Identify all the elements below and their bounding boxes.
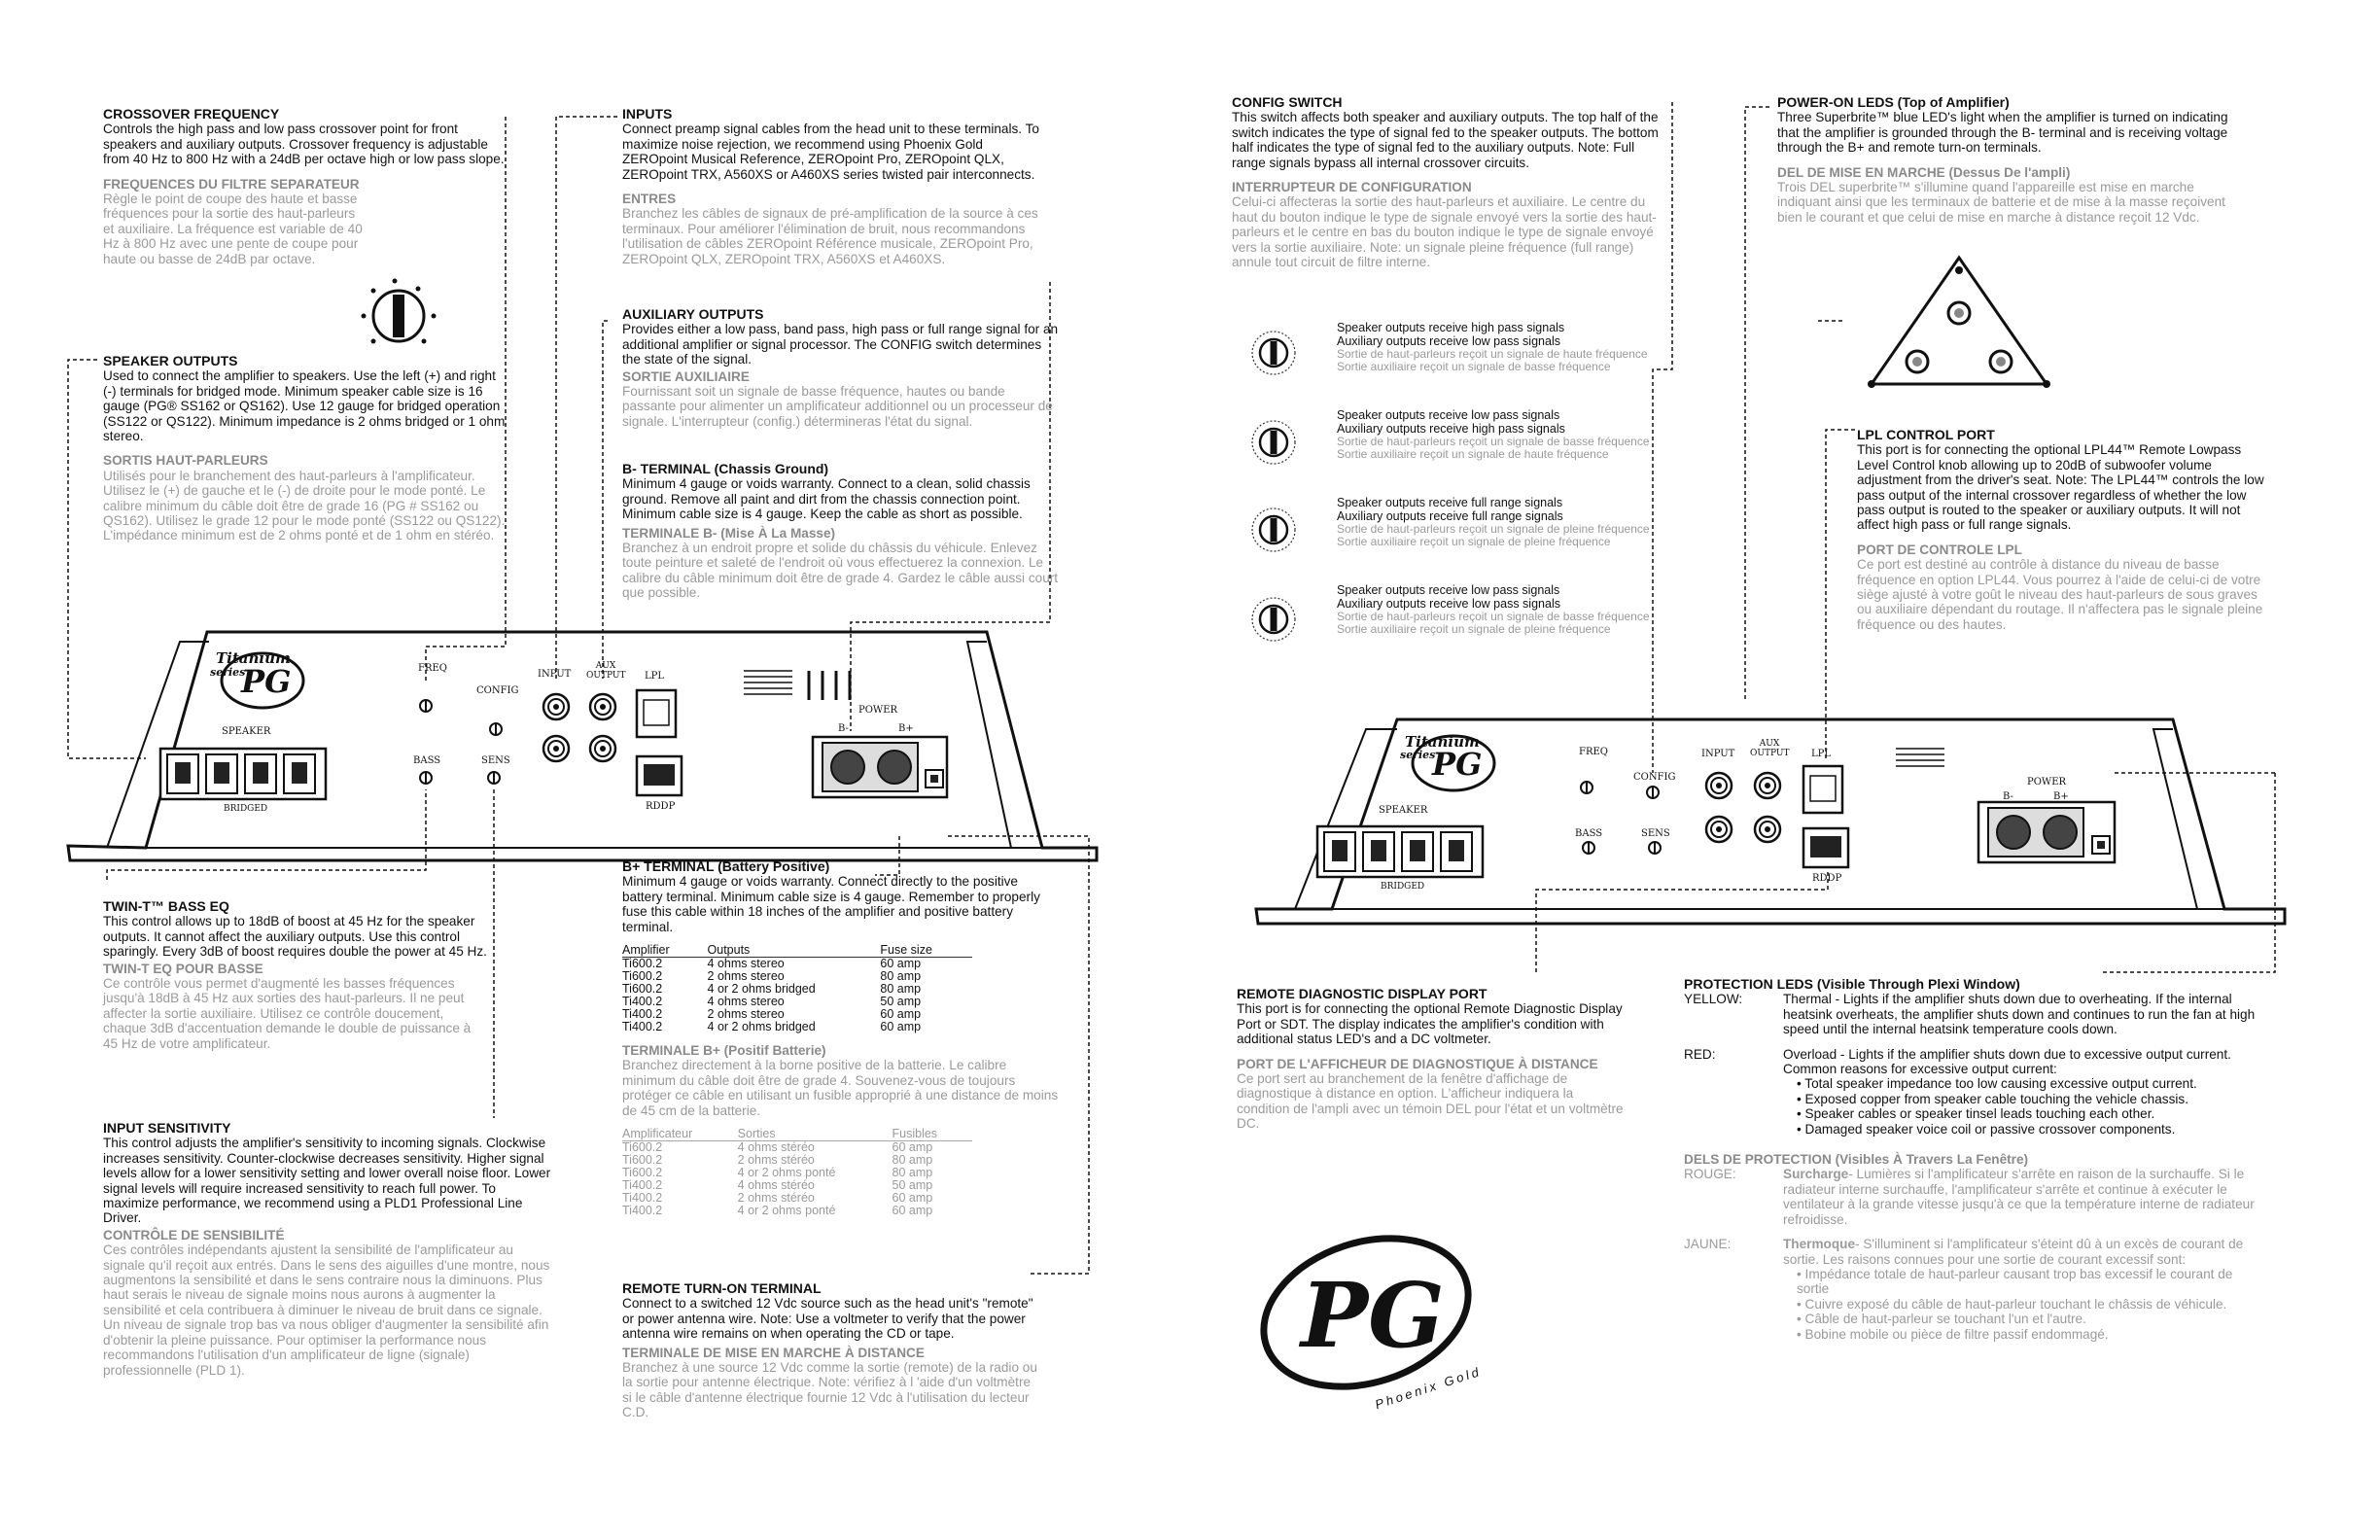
section-title: TWIN-T™ BASS EQ — [103, 898, 229, 914]
table-row — [622, 1141, 972, 1155]
section-title: CONFIG SWITCH — [1232, 94, 1343, 110]
section-fr-title: ENTRES — [622, 192, 677, 207]
section-fr-title: CONTRÔLE DE SENSIBILITÉ — [103, 1227, 285, 1242]
brand-text: Phoenix Gold — [1373, 1363, 1484, 1413]
table-row — [622, 1021, 972, 1033]
setting-speaker: Speaker outputs receive low pass signals — [1337, 408, 1560, 422]
setting-speaker-fr: Sortie de haut-parleurs reçoit un signale de basse fréquence — [1337, 435, 1650, 448]
table-cell: 4 or 2 ohms bridged — [707, 982, 816, 997]
table-cell: Ti600.2 — [622, 1153, 663, 1168]
rouge-text: Surcharge- Lumières si l'amplificateur s'arrête en raison de la surchauffe. Si le radiateur interne surchauffe, l'amplificateur s'arrête et continue à exécuter le ventilateur à la grande vitesse jusqu'à ce que la température interne de radiateur refroidisse. — [1783, 1167, 2255, 1227]
speaker-outputs-section — [103, 354, 507, 543]
section-title: B+ TERMINAL (Battery Positive) — [622, 858, 830, 874]
section-fr-title: DEL DE MISE EN MARCHE (Dessus De l'ampli) — [1777, 164, 2071, 180]
table-cell: 2 ohms stereo — [707, 1007, 785, 1022]
table-cell: Ti600.2 — [622, 1166, 663, 1180]
section-title: INPUTS — [622, 106, 673, 122]
table-cell: 50 amp — [892, 1178, 933, 1193]
setting-speaker: Speaker outputs receive full range signals — [1337, 496, 1563, 509]
protection-leds-section — [1684, 977, 2267, 1342]
table-cell: 4 ohms stereo — [707, 957, 785, 971]
config-setting — [1337, 408, 1667, 461]
speaker-label: SPEAKER — [1379, 805, 1428, 816]
table-cell: 60 amp — [892, 1140, 933, 1155]
section-title: POWER-ON LEDS (Top of Amplifier) — [1777, 94, 2010, 110]
section-body: Minimum 4 gauge or voids warranty. Connect directly to the positive battery terminal. Minimum cable size is 4 gauge. Remember to properly fuse this cable within 18 inches of the amplifier and positive battery terminal. — [622, 874, 1040, 934]
table-cell: Ti400.2 — [622, 1178, 663, 1193]
section-fr-body: Règle le point de coupe des haute et basse fréquences pour la sortie des haut-parleurs et auxiliaire. La fréquence est variable de 40 Hz à 800 Hz avec une pente de coupe pour haute ou basse de 24dB par octave. — [103, 192, 363, 266]
red-text — [1783, 1047, 2267, 1137]
section-title: AUXILIARY OUTPUTS — [622, 306, 764, 322]
section-body: This control adjusts the amplifier's sensitivity to incoming signals. Clockwise increases sensitivity. Counter-clockwise decreases sensitivity. Higher signal levels allow for a lower sensitivity setting and lower overall noise floor. Lower signal levels will require increased sensitivity to reach full power. To maximize performance, we recommend using a PLD1 Professional Line Driver. — [103, 1136, 551, 1226]
section-body: This control allows up to 18dB of boost at 45 Hz for the speaker outputs. It cannot affect the auxiliary outputs. Use this control sparingly. Every 3dB of boost requires double the power at 45 Hz. — [103, 914, 487, 960]
fuse-table-fr — [622, 1128, 972, 1217]
config-setting — [1337, 496, 1667, 548]
setting-aux: Auxiliary outputs receive low pass signals — [1337, 334, 1560, 348]
left-amplifier — [68, 632, 1097, 860]
power-on-leds-section — [1777, 95, 2244, 225]
section-fr-body: Fournissant soit un signale de basse fréquence, hautes ou bande passante pour alimenter un amplificateur additionnel ou un processeur de signale. L'interrupteur (config.) détermineras l'état du signal. — [622, 384, 1053, 429]
table-cell: 2 ohms stéréo — [737, 1153, 815, 1168]
setting-speaker-fr: Sortie de haut-parleurs reçoit un signale de pleine fréquence — [1337, 522, 1650, 536]
table-cell: 80 amp — [892, 1153, 933, 1168]
bullet-item: • Speaker cables or speaker tinsel leads touching each other. — [1797, 1106, 2155, 1122]
lpl-port-section — [1857, 428, 2265, 632]
section-fr-title: FREQUENCES DU FILTRE SEPARATEUR — [103, 176, 360, 192]
crossover-knob-illustration — [362, 279, 437, 344]
section-fr-title: TERMINALE DE MISE EN MARCHE À DISTANCE — [622, 1345, 925, 1360]
section-title: REMOTE TURN-ON TERMINAL — [622, 1280, 822, 1296]
section-fr-title: PORT DE L'AFFICHEUR DE DIAGNOSTIQUE À DISTANCE — [1237, 1056, 1598, 1071]
setting-aux: Auxiliary outputs receive high pass signals — [1337, 422, 1565, 436]
section-fr-title: SORTIS HAUT-PARLEURS — [103, 453, 268, 469]
config-label: CONFIG — [1633, 772, 1676, 783]
bullet-item: • Damaged speaker voice coil or passive crossover components. — [1797, 1121, 2176, 1137]
section-fr-body: Ce contrôle vous permet d'augmenté les basses fréquences jusqu'à 18dB à 45 Hz aux sorties des haut-parleurs. Il ne peut affecter la sortie auxiliaire. Utilisez ce contrôle doucement, chaque 3dB d'accentuation demande le double de puissance à 45 Hz de votre amplificateur. — [103, 976, 472, 1051]
section-fr-body: Ces contrôles indépendants ajustent la sensibilité de l'amplificateur au signale qu'il reçoit aux entrés. Dans le sens des aiguilles d'une montre, nous augmentons la sensibilité et dans le sens contraire nous la diminuons. Plus haut serais le niveau de signale moins nous aurons à augmenter la sensibilité et cela contribuera à diminuer le niveau de bruit dans ce signale. Un niveau de signale trop bas va nous obliger d'augmenter la sensibilité afin d'obtenir la pleine puissance. Pour optimiser la performance nous recommandons l'utilisation d'un amplificateur de ligne (signale) professionnelle (PLD 1). — [103, 1242, 550, 1378]
table-cell: 4 or 2 ohms bridged — [707, 1020, 816, 1034]
section-body: Provides either a low pass, band pass, high pass or full range signal for an additional amplifier or signal processor. The CONFIG switch determines the state of the signal. — [622, 322, 1059, 368]
jaune-text: Thermoque- S'illuminent si l'amplificateur s'éteint dû à un excès de courant de sortie. Les raisons connues pour une sortie de courant excessif sont: • Impédance totale de haut-parleur causant trop bas excessif le courant de sortie • Cuivre exposé du câble de haut-parleur touchant le châssis de véhicule. • Câble de haut-parleur se touchant l'un et l'autre. • Bobine mobile ou pièce de filtre passif endommagé. — [1783, 1237, 2267, 1342]
rddp-label: RDDP — [1812, 873, 1842, 884]
svg-text:PG: PG — [241, 663, 292, 700]
svg-text:PG: PG — [1432, 746, 1483, 783]
table-cell: 2 ohms stéréo — [737, 1191, 815, 1206]
section-title: REMOTE DIAGNOSTIC DISPLAY PORT — [1237, 986, 1488, 1001]
setting-speaker-fr: Sortie de haut-parleurs reçoit un signale de basse fréquence — [1337, 610, 1650, 623]
input-label: INPUT — [1701, 749, 1735, 759]
svg-text:Titanium: Titanium — [216, 649, 291, 667]
bullet-item: • Cuivre exposé du câble de haut-parleur touchant le châssis de véhicule. — [1797, 1296, 2227, 1312]
section-fr-title: TERMINALE B+ (Positif Batterie) — [622, 1043, 826, 1059]
section-body: Connect to a switched 12 Vdc source such as the head unit's "remote" or power antenna wire. Note: Use a voltmeter to verify that the power antenna wire remains on when operating the CD or tape. — [622, 1296, 1033, 1342]
table-cell: Ti600.2 — [622, 1140, 663, 1155]
section-fr-body: Ce port est destiné au contrôle à distance du niveau de basse fréquence en option LPL44. Vous pourrez à l'aide de celui-ci de votre siège ajusté à votre goût le niveau des haut-parleurs de sous graves ou auxiliaire dépendant du routage. Il n'affectera pas le signale pleine fréquence ou des hautes. — [1857, 557, 2263, 632]
remote-turn-on-section — [622, 1281, 1040, 1420]
section-fr-body: Branchez directement à la borne positive de la batterie. Le calibre minimum du câble doit être de grade 4. Souvenez-vous de toujours protéger ce câble en utilisant un fusible approprié à une distance de moins de 45 cm de la batterie. — [622, 1058, 1059, 1118]
setting-speaker: Speaker outputs receive low pass signals — [1337, 583, 1560, 597]
svg-text:series: series — [1400, 749, 1436, 761]
column-header: Fusibles — [892, 1128, 972, 1141]
svg-text:series: series — [210, 666, 246, 679]
speaker-label: SPEAKER — [222, 726, 271, 737]
column-header: Fuse size — [880, 944, 972, 958]
table-cell: Ti600.2 — [622, 982, 663, 997]
table-cell: 80 amp — [880, 969, 922, 984]
section-title: LPL CONTROL PORT — [1857, 427, 1995, 442]
table-cell: 50 amp — [880, 995, 922, 1009]
table-cell: Ti400.2 — [622, 1191, 663, 1206]
section-body: This port is for connecting the optional Remote Diagnostic Display Port or SDT. The display indicates the amplifier's condition with additional status LED's and a DC voltmeter. — [1237, 1001, 1623, 1047]
red-key: RED: — [1684, 1046, 1716, 1062]
red-row — [1684, 1047, 2267, 1137]
section-body: Three Superbrite™ blue LED's light when the amplifier is turned on indicating that the amplifier is grounded through the B- terminal and is receiving voltage through the B+ and remote turn-on terminals. — [1777, 110, 2228, 156]
freq-label: FREQ — [1579, 747, 1608, 757]
b-minus-label: B- — [2003, 791, 2013, 802]
yellow-row — [1684, 992, 2267, 1036]
table-cell: 2 ohms stereo — [707, 969, 785, 984]
column-header: Outputs — [708, 944, 881, 958]
bullet-item: • Impédance totale de haut-parleur causant trop bas excessif le courant de sortie — [1797, 1266, 2233, 1297]
setting-speaker-fr: Sortie de haut-parleurs reçoit un signale de haute fréquence — [1337, 347, 1648, 361]
sens-label: SENS — [481, 755, 510, 766]
power-leds-triangle — [1868, 258, 2050, 388]
config-setting — [1337, 321, 1667, 373]
input-label: INPUT — [538, 669, 572, 680]
b-plus-label: B+ — [2053, 791, 2069, 802]
bullet-item: • Câble de haut-parleur se touchant l'un et l'autre. — [1797, 1312, 2086, 1327]
section-body: This port is for connecting the optional LPL44™ Remote Lowpass Level Control knob allowing up to 20dB of subwoofer volume adjustment from the driver's seat. Note: The LPL44™ controls the low pass output of the internal crossover regardless of whether the low pass output is routed to the speaker or auxiliary outputs. It will not affect high pass or full range signals. — [1857, 442, 2264, 533]
setting-aux: Auxiliary outputs receive full range signals — [1337, 509, 1563, 523]
section-fr-title: SORTIE AUXILIAIRE — [622, 368, 750, 384]
section-title: B- TERMINAL (Chassis Ground) — [622, 461, 829, 476]
section-title: PROTECTION LEDS (Visible Through Plexi Window) — [1684, 976, 2020, 992]
section-fr-body: Branchez les câbles de signaux de pré-amplification de la source à ces terminaux. Pour améliorer l'élimination de bruit, nous recommandons l'utilisation de câbles ZEROpoint Référence musicale, ZEROpoint Pro, ZEROpoint QLX, ZEROpoint TRX, A560XS et A460XS. — [622, 206, 1038, 266]
config-label: CONFIG — [476, 685, 519, 696]
config-setting — [1337, 583, 1667, 636]
column-header: Sorties — [738, 1128, 892, 1141]
setting-speaker: Speaker outputs receive high pass signals — [1337, 321, 1565, 334]
table-cell: 60 amp — [880, 1007, 922, 1022]
table-row — [622, 958, 972, 971]
section-body: Used to connect the amplifier to speakers. Use the left (+) and right (-) terminals for bridged mode. Minimum speaker cable size is 16 gauge (PG® SS162 or QS162). Use 12 gauge for bridged operation (SS122 or QS122). Minimum impedance is 2 ohms bridged or 1 ohm stereo. — [103, 368, 506, 444]
table-cell: Ti600.2 — [622, 957, 663, 971]
table-cell: 4 or 2 ohms ponté — [737, 1166, 836, 1180]
aux-outputs-section — [622, 307, 1060, 429]
fuse-table — [622, 944, 972, 1033]
input-sensitivity-section — [103, 1121, 555, 1378]
yellow-text: Thermal - Lights if the amplifier shuts down due to overheating. If the internal heatsink overheats, the amplifier shuts down and continues to run the fan at high speed until the internal heatsink temperature cools down. — [1783, 992, 2256, 1037]
bass-label: BASS — [413, 755, 441, 766]
section-fr-title: TERMINALE B- (Mise À La Masse) — [622, 525, 836, 541]
jaune-key: JAUNE: — [1684, 1237, 1732, 1252]
section-title: SPEAKER OUTPUTS — [103, 353, 238, 368]
table-cell: Ti400.2 — [622, 1020, 663, 1034]
table-cell: Ti400.2 — [622, 1204, 663, 1218]
section-fr-title: TWIN-T EQ POUR BASSE — [103, 961, 263, 976]
table-row — [622, 1205, 972, 1217]
table-cell: 4 ohms stéréo — [737, 1140, 815, 1155]
b-plus-section — [622, 859, 1060, 1217]
table-cell: 4 ohms stéréo — [737, 1178, 815, 1193]
b-minus-label: B- — [838, 723, 849, 734]
svg-text:PG: PG — [1301, 1263, 1445, 1368]
section-fr-title: DELS DE PROTECTION (Visibles À Travers La Fenêtre) — [1684, 1152, 2029, 1168]
bridged-label: BRIDGED — [224, 804, 268, 814]
config-switch-illustrations — [1252, 332, 1295, 641]
bullet-item: • Exposed copper from speaker cable touching the vehicle chassis. — [1797, 1091, 2188, 1106]
aux-output-label: AUX OUTPUT — [1750, 739, 1790, 758]
crossover-section — [103, 107, 507, 266]
lpl-label: LPL — [645, 671, 665, 682]
remote-diagnostic-section — [1237, 987, 1626, 1132]
table-cell: 60 amp — [892, 1191, 933, 1206]
section-body: This switch affects both speaker and auxiliary outputs. The top half of the switch indicates the type of signal fed to the speaker outputs. The bottom half indicates the type of signal fed to the auxiliary outputs. Note: Full range signals bypass all internal crossover circuits. — [1232, 110, 1659, 170]
b-minus-section — [622, 462, 1060, 601]
config-switch-section — [1232, 95, 1664, 269]
column-header: Amplifier — [622, 944, 708, 958]
section-body: Connect preamp signal cables from the head unit to these terminals. To maximize noise rejection, we recommend using Phoenix Gold ZEROpoint Musical Reference, ZEROpoint Pro, ZEROpoint QLX, ZEROpoint TRX, A560XS or A460XS series twisted pair interconnects. — [622, 122, 1039, 182]
svg-text:Titanium: Titanium — [1405, 733, 1480, 751]
b-plus-label: B+ — [898, 723, 914, 734]
aux-output-label: AUX OUTPUT — [586, 661, 626, 681]
setting-aux-fr: Sortie auxiliaire reçoit un signale de pleine fréquence — [1337, 535, 1611, 548]
table-cell: 60 amp — [892, 1204, 933, 1218]
bullet-item: • Total speaker impedance too low causing excessive output current. — [1797, 1076, 2197, 1092]
section-fr-body: Ce port sert au branchement de la fenêtre d'affichage de diagnostique à distance en option. L'afficheur indiquera la condition de l'ampli avec un témoin DEL pour l'état et un voltmètre DC. — [1237, 1071, 1624, 1132]
section-fr-body: Branchez à un endroit propre et solide du châssis du véhicule. Enlevez toute peinture et saleté de l'endroit où vous effectuerez la connexion. Le calibre du câble minimum doit être de grade 4. Gardez le câble aussi court que possible. — [622, 541, 1059, 601]
setting-aux-fr: Sortie auxiliaire reçoit un signale de pleine fréquence — [1337, 622, 1611, 636]
table-cell: 60 amp — [880, 1020, 922, 1034]
table-cell: Ti600.2 — [622, 969, 663, 984]
power-label: POWER — [858, 705, 898, 716]
section-fr-title: INTERRUPTEUR DE CONFIGURATION — [1232, 180, 1472, 195]
section-title: CROSSOVER FREQUENCY — [103, 106, 280, 122]
jaune-row — [1684, 1237, 2267, 1342]
yellow-key: YELLOW: — [1684, 992, 1743, 1007]
setting-aux-fr: Sortie auxiliaire reçoit un signale de haute fréquence — [1337, 447, 1609, 461]
table-cell: 4 or 2 ohms ponté — [737, 1204, 836, 1218]
section-fr-title: PORT DE CONTROLE LPL — [1857, 542, 2022, 557]
setting-aux-fr: Sortie auxiliaire reçoit un signale de basse fréquence — [1337, 360, 1611, 373]
rouge-row — [1684, 1167, 2267, 1227]
section-title: INPUT SENSITIVITY — [103, 1120, 231, 1136]
section-fr-body: Celui-ci affecteras la sortie des haut-parleurs et auxiliaire. Le centre du haut du bouton indique le type de signale envoyé vers la sortie des haut-parleurs et le centre en bas du bouton indique le type de signale envoyé vers la sortie auxiliaire. Note: un signale pleine fréquence (full range) annule tout circuit de filtre interne. — [1232, 194, 1657, 270]
bass-label: BASS — [1575, 828, 1603, 839]
table-cell: Ti400.2 — [622, 995, 663, 1009]
rouge-key: ROUGE: — [1684, 1167, 1736, 1182]
table-cell: 4 ohms stereo — [707, 995, 785, 1009]
table-cell: 80 amp — [880, 982, 922, 997]
section-body: Controls the high pass and low pass crossover point for front speakers and auxiliary outputs. Crossover frequency is adjustable from 40 Hz to 800 Hz with a 24dB per octave high or low pass slope. — [103, 122, 505, 167]
section-fr-body: Utilisés pour le branchement des haut-parleurs à l'amplificateur. Utilisez le (+) de gauche et le (-) de droite pour le mode ponté. Le calibre minimum du câble doit être de grade 16 (PG # SS162 ou QS162). Utilisez le grade 12 pour le mode ponté (SS122 ou QS122). L'impédance minimum est de 2 ohms ponté et de 1 ohm en stéréo. — [103, 468, 506, 543]
twin-t-section — [103, 899, 487, 1051]
section-fr-body: Trois DEL superbrite™ s'illumine quand l'appareille est mise en marche indiquant ainsi que les terminaux de batterie et de mise à la masse reçoivent bien le courant et que celui de mise en marche à distance reçoit 12 Vdc. — [1777, 180, 2225, 225]
table-cell: 60 amp — [880, 957, 922, 971]
power-label: POWER — [2027, 777, 2067, 788]
table-cell: Ti400.2 — [622, 1007, 663, 1022]
bridged-label: BRIDGED — [1381, 882, 1425, 892]
section-body: Minimum 4 gauge or voids warranty. Connect to a clean, solid chassis ground. Remove all paint and dirt from the chassis connection point. Minimum cable size is 4 gauge. Keep the cable as short as possible. — [622, 476, 1031, 522]
red-desc: Overload - Lights if the amplifier shuts down due to excessive output current. Common reasons for excessive output current: — [1783, 1046, 2231, 1077]
lpl-label: LPL — [1811, 749, 1832, 759]
table-cell: 80 amp — [892, 1166, 933, 1180]
section-fr-body: Branchez à une source 12 Vdc comme la sortie (remote) de la radio ou la sortie pour antenne électrique. Note: vérifiez à l 'aide d'un voltmètre si le câble d'antenne électrique fournie 12 Vdc à l'utilisation du lecteur C.D. — [622, 1360, 1037, 1420]
bullet-item: • Bobine mobile ou pièce de filtre passif endommagé. — [1797, 1326, 2109, 1342]
freq-label: FREQ — [418, 663, 447, 674]
setting-aux: Auxiliary outputs receive low pass signals — [1337, 597, 1560, 611]
sens-label: SENS — [1641, 828, 1670, 839]
column-header: Amplificateur — [622, 1128, 738, 1141]
rddp-label: RDDP — [646, 801, 676, 812]
inputs-section — [622, 107, 1045, 266]
